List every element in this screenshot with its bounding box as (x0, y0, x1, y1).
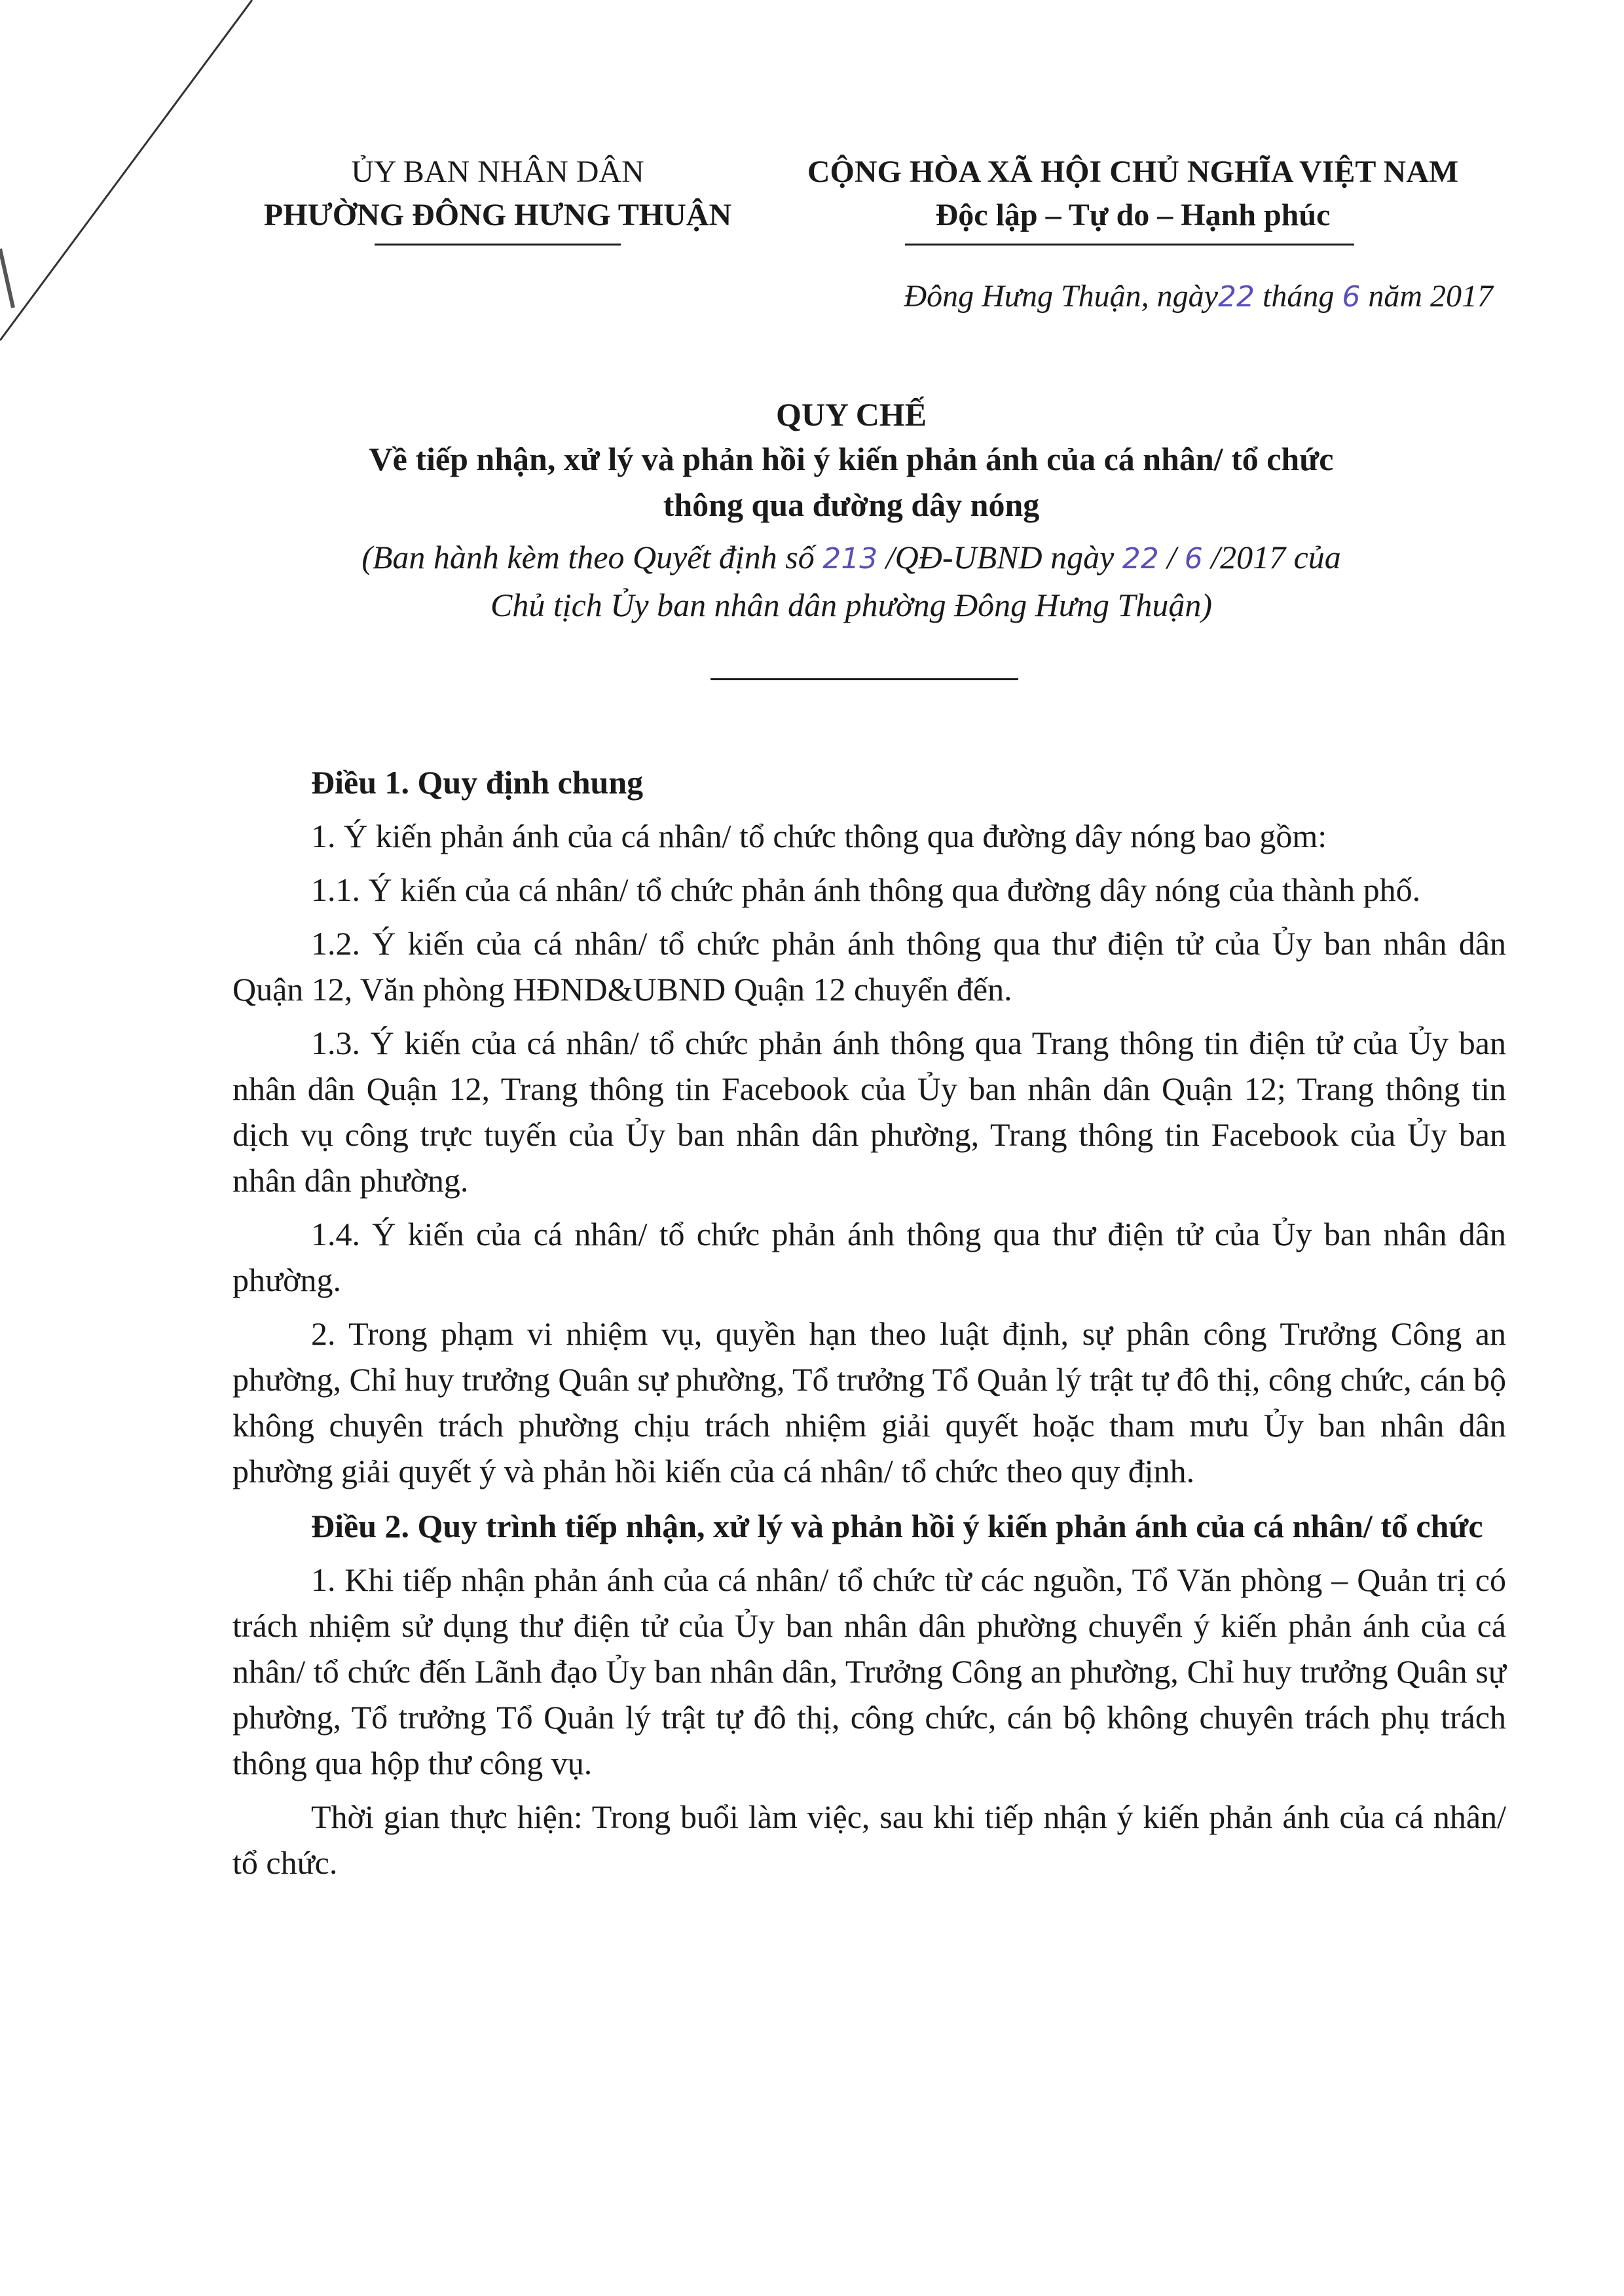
date-month-label: tháng (1254, 279, 1342, 314)
article-1-clause-1: 1. Ý kiến phản ánh của cá nhân/ tổ chức thông qua đường dây nóng bao gồm: (311, 818, 1327, 854)
article-1-clause-1-3: 1.3. Ý kiến của cá nhân/ tổ chức phản ánh thông qua Trang thông tin điện tử của Ủy ban nhân dân Quận 12, Trang thông tin Facebook của Ủy ban nhân dân Quận 12; Trang thông tin dịch vụ công trực tuyến của Ủy ban nhân dân phường, Trang thông tin Facebook của Ủy ban nhân dân phường. (232, 1025, 1506, 1199)
title-separator (710, 678, 1018, 680)
national-motto: Độc lập – Tự do – Hạnh phúc (935, 198, 1331, 232)
article-2-heading: Điều 2. Quy trình tiếp nhận, xử lý và phản hồi ý kiến phản ánh của cá nhân/ tổ chức (311, 1508, 1483, 1544)
issuance-month-handwritten: 6 (1184, 542, 1203, 575)
national-motto-block (747, 151, 1519, 237)
issuance-mid: /QĐ-UBND ngày (877, 539, 1122, 575)
date-year-label: năm 2017 (1360, 279, 1493, 314)
article-1-clause-1-4: 1.4. Ý kiến của cá nhân/ tổ chức phản ánh thông qua thư điện tử của Ủy ban nhân dân phường. (232, 1216, 1506, 1298)
issuance-sep: / (1158, 539, 1185, 575)
issuer-block (216, 151, 779, 237)
date-day-handwritten: 22 (1217, 280, 1255, 314)
issuer-line-2: PHƯỜNG ĐÔNG HƯNG THUẬN (263, 198, 732, 232)
document-body (232, 759, 1506, 1893)
document-subtitle-line-2: thông qua đường dây nóng (663, 486, 1040, 523)
place-date-line (786, 278, 1493, 314)
issuance-note-line-2: Chủ tịch Ủy ban nhân dân phường Đông Hưng Thuận) (490, 587, 1213, 623)
issuance-day-handwritten: 22 (1122, 542, 1159, 575)
date-month-handwritten: 6 (1342, 280, 1361, 314)
date-prefix: Đông Hưng Thuận, ngày (904, 279, 1218, 314)
article-1-heading: Điều 1. Quy định chung (311, 764, 644, 801)
article-2-clause-1: 1. Khi tiếp nhận phản ánh của cá nhân/ tổ chức từ các nguồn, Tổ Văn phòng – Quản trị có trách nhiệm sử dụng thư điện tử của Ủy ban nhân dân phường chuyển ý kiến phản ánh của cá nhân/ tổ chức đến Lãnh đạo Ủy ban nhân dân, Trưởng Công an phường, Chỉ huy trưởng Quân sự phường, Tổ trưởng Tổ Quản lý trật tự đô thị, công chức, cán bộ không chuyên trách phụ trách thông qua hộp thư công vụ. (232, 1561, 1506, 1781)
article-1-clause-1-1: 1.1. Ý kiến của cá nhân/ tổ chức phản ánh thông qua đường dây nóng của thành phố. (311, 871, 1421, 908)
document-title: QUY CHẾ (775, 396, 927, 433)
decision-number-handwritten: 213 (822, 542, 878, 575)
article-1-clause-1-2: 1.2. Ý kiến của cá nhân/ tổ chức phản ánh thông qua thư điện tử của Ủy ban nhân dân Quận 12, Văn phòng HĐND&UBND Quận 12 chuyển đến. (232, 925, 1506, 1008)
document-subtitle-line-1: Về tiếp nhận, xử lý và phản hồi ý kiến phản ánh của cá nhân/ tổ chức (369, 441, 1334, 477)
issuance-note (210, 534, 1493, 582)
issuer-line-1: ỦY BAN NHÂN DÂN (351, 155, 644, 189)
motto-underline (905, 244, 1354, 246)
national-title: CỘNG HÒA XÃ HỘI CHỦ NGHĨA VIỆT NAM (807, 155, 1459, 189)
article-2-time-note: Thời gian thực hiện: Trong buổi làm việc, sau khi tiếp nhận ý kiến phản ánh của cá nhân/ tổ chức. (232, 1798, 1506, 1881)
issuer-underline (375, 244, 621, 246)
article-1-clause-2: 2. Trong phạm vi nhiệm vụ, quyền hạn theo luật định, sự phân công Trưởng Công an phường, Chỉ huy trưởng Quân sự phường, Tổ trưởng Tổ Quản lý trật tự đô thị, công chức, cán bộ không chuyên trách phường chịu trách nhiệm giải quyết hoặc tham mưu Ủy ban nhân dân phường giải quyết ý và phản hồi kiến của cá nhân/ tổ chức theo quy định. (232, 1315, 1506, 1489)
document-title-block (210, 393, 1493, 628)
issuance-prefix: (Ban hành kèm theo Quyết định số (361, 539, 823, 575)
issuance-tail: /2017 của (1202, 539, 1341, 575)
